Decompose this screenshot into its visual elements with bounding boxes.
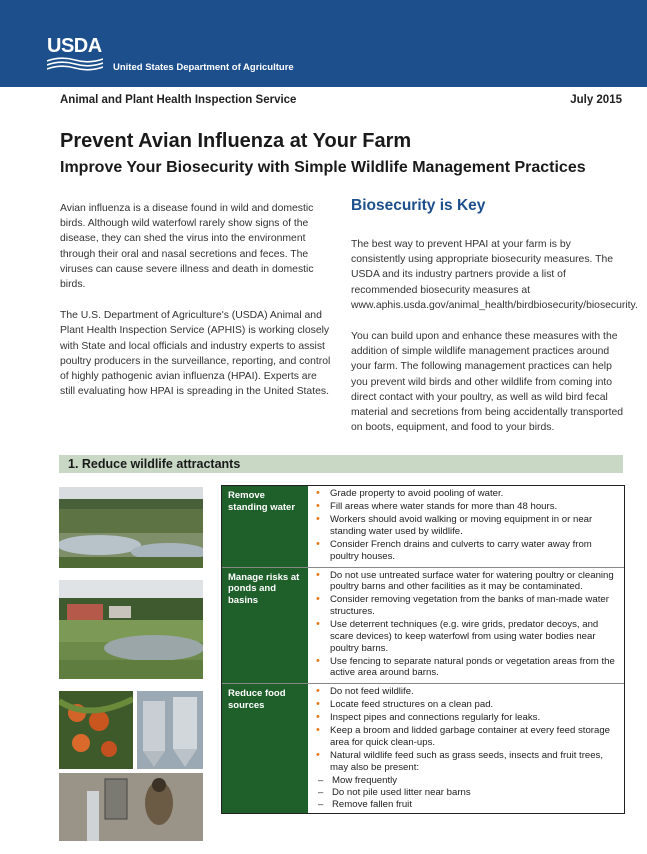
publication-date: July 2015 [570, 94, 622, 106]
biosecurity-paragraph-2: You can build upon and enhance these measures with the addition of simple wildlife management practices around your farm. The following management practices can help you prevent wild birds and other wildlife from coming into direct contact with your poultry, as well as wild bird fecal material and secretions from being accidentally transported on boots, equipment, and food to your birds. [351, 331, 624, 434]
page-subtitle: Improve Your Biosecurity with Simple Wildlife Management Practices [60, 159, 586, 176]
practice-row-ponds [222, 568, 624, 685]
practice-item: • Do not use untreated surface water for watering poultry or cleaning poultry barns and other facilities as it may be contaminated. [312, 570, 618, 594]
practices-table [221, 485, 625, 814]
practice-label: Reduce food sources [222, 684, 308, 813]
practice-subitem: – Mow frequently [312, 775, 618, 787]
header-band [0, 0, 647, 87]
practice-row-food-sources [222, 684, 624, 813]
biosecurity-column [351, 197, 638, 451]
practice-item: • Use fencing to separate natural ponds or vegetation areas from the active area around barns. [312, 656, 618, 680]
practice-item: • Natural wildlife feed such as grass seeds, insects and fruit trees, may also be present: [312, 750, 618, 774]
page-title: Prevent Avian Influenza at Your Farm [60, 130, 412, 152]
bird-feeder-photo [59, 773, 203, 841]
department-name: United States Department of Agriculture [113, 62, 294, 73]
fruit-photo [59, 691, 133, 769]
intro-column [60, 201, 332, 415]
practice-items [308, 486, 624, 567]
usda-logo-text: USDA [47, 35, 102, 57]
practice-item: • Keep a broom and lidded garbage container at every feed storage area for quick clean-ups. [312, 725, 618, 749]
flooded-field-photo [59, 487, 203, 568]
section-heading: 1. Reduce wildlife attractants [59, 455, 623, 473]
intro-paragraph-1: Avian influenza is a disease found in wild and domestic birds. Although wild waterfowl rarely show signs of the disease, they can shed the virus into the environment through their oral and nasal secretions and feces. The viruses can cause severe illness and death in domestic birds. [60, 203, 314, 291]
feed-bins-photo [137, 691, 203, 769]
practice-item: • Locate feed structures on a clean pad. [312, 699, 618, 711]
usda-logo [47, 36, 103, 74]
practice-subitem: – Remove fallen fruit [312, 799, 618, 811]
practice-item: • Inspect pipes and connections regularly for leaks. [312, 712, 618, 724]
practice-item: • Consider French drains and culverts to carry water away from poultry houses. [312, 539, 618, 563]
farm-pond-photo [59, 580, 203, 679]
practice-item: • Grade property to avoid pooling of water. [312, 488, 618, 500]
practice-label: Manage risks at ponds and basins [222, 568, 308, 684]
intro-paragraph-2: The U.S. Department of Agriculture's (USDA) Animal and Plant Health Inspection Service (APHIS) is working closely with State and local officials and industry experts to assist poultry producers in the surveillance, reporting, and control of highly pathogenic avian influenza (HPAI). Experts are still evaluating how HPAI is spreading in the United States. [60, 310, 331, 398]
practice-item: • Do not feed wildlife. [312, 686, 618, 698]
practice-item: • Use deterrent techniques (e.g. wire grids, predator decoys, and scare devices) to keep waterfowl from using water bodies near poultry barns. [312, 619, 618, 654]
usda-logo-hills-icon [47, 56, 103, 72]
practice-label: Remove standing water [222, 486, 308, 567]
agency-name: Animal and Plant Health Inspection Service [60, 94, 297, 106]
biosecurity-paragraph-1: The best way to prevent HPAI at your farm is by consistently using appropriate biosecurity measures. The USDA and its industry partners provide a list of recommended biosecurity measures at www.aphis.usda.gov/animal_health/birdbiosecurity/biosecurity. [351, 239, 638, 311]
practice-row-standing-water [222, 486, 624, 568]
practice-items [308, 684, 624, 813]
practice-items [308, 568, 624, 684]
practice-item: • Consider removing vegetation from the banks of man-made water structures. [312, 594, 618, 618]
practice-item: • Fill areas where water stands for more than 48 hours. [312, 501, 618, 513]
practice-item: • Workers should avoid walking or moving equipment in or near standing water used by wildlife. [312, 514, 618, 538]
biosecurity-heading: Biosecurity is Key [351, 197, 486, 214]
practice-subitem: – Do not pile used litter near barns [312, 787, 618, 799]
